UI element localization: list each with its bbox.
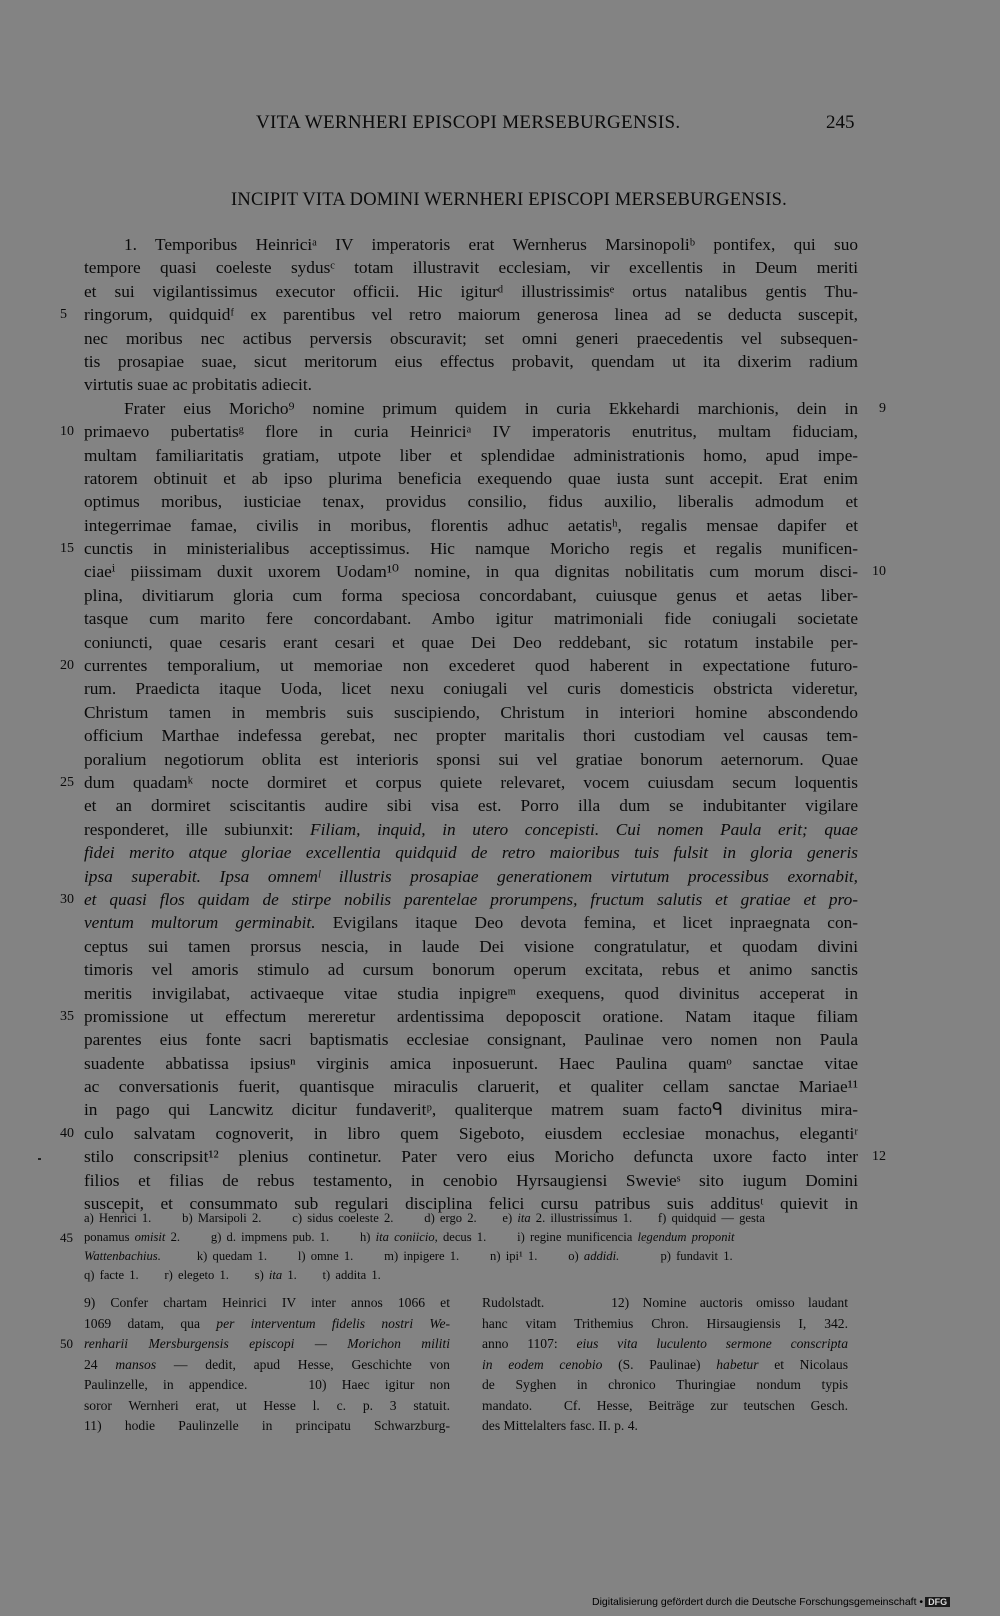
margin-reference: 9	[879, 400, 886, 416]
text-line-content: ipsa superabit. Ipsa omnemˡ illustris prosapiae generationem virtutum processibus exornabit,	[84, 866, 858, 886]
text-line	[84, 794, 858, 817]
line-number: 10	[60, 424, 74, 440]
text-line-content: tempore quasi coeleste sydusᶜ totam illustravit ecclesiam, vir excellentis in Deum meriti	[84, 258, 858, 278]
notes-right-column	[482, 1293, 848, 1437]
text-line	[84, 350, 858, 373]
line-number: 15	[60, 541, 74, 557]
margin-reference: 12	[872, 1149, 886, 1165]
text-line	[60, 888, 858, 911]
text-line-content: timoris vel amoris stimulo ad cursum bonorum operum excitata, rebus et animo sanctis	[84, 960, 858, 980]
text-line-content: optimus moribus, iusticiae tenax, providus consilio, fidus auxilio, liberalis admodum et	[84, 492, 858, 512]
note-line: des Mittelalters fasc. II. p. 4.	[482, 1418, 638, 1433]
line-number: 35	[60, 1008, 74, 1024]
line-number: 45	[60, 1230, 73, 1245]
stray-mark	[38, 1158, 41, 1160]
text-line	[84, 280, 858, 303]
text-line	[84, 1169, 858, 1192]
text-line	[84, 1052, 858, 1075]
text-line-content: ac conversationis fuerit, quantisque miraculis claruerit, et qualiter cellam sanctae Mariae¹¹	[84, 1077, 858, 1097]
text-line	[84, 841, 858, 864]
text-line	[84, 1098, 858, 1121]
text-line-content: stilo conscripsit¹² plenius continetur. Pater vero eius Moricho defuncta uxore facto inter	[84, 1147, 858, 1167]
text-line-content: primaevo pubertatisᵍ flore in curia Heinriciᵃ IV imperatoris enutritus, multam fiduciam,	[84, 422, 858, 442]
text-line-content: tasque cum marito fere concordabant. Ambo igitur matrimoniali fide coniugali societate	[84, 609, 858, 629]
text-line-content: currentes temporalium, ut memoriae non excederet quod haberent in expectatione futuro-	[84, 656, 858, 676]
text-line	[84, 1145, 886, 1168]
note-line: Rudolstadt. 12) Nomine auctoris omisso laudant	[482, 1295, 848, 1310]
note-line: hanc vitam Trithemius Chron. Hirsaugiensis I, 342.	[482, 1315, 848, 1331]
line-number: 20	[60, 658, 74, 674]
text-line-content: in pago qui Lancwitz dicitur fundaveritᵖ, qualiterque matrem suam factoᑫ divinitus mira-	[84, 1100, 858, 1120]
line-number: 25	[60, 774, 74, 790]
chapter-heading: INCIPIT VITA DOMINI WERNHERI EPISCOPI MERSEBURGENSIS.	[231, 190, 787, 210]
text-line-content: officium Marthae indefessa gerebat, nec propter maritalis thori custodiam vel causas tem-	[84, 726, 858, 746]
text-line-content: Christum tamen in membris suis suscipiendo, Christum in interiori homine abscondendo	[84, 702, 858, 722]
margin-reference: 10	[872, 564, 886, 580]
text-line-content: et sui vigilantissimus executor officii. Hic igiturᵈ illustrissimisᵉ ortus natalibus gentis Thu-	[84, 281, 858, 301]
note-line: in eodem cenobio (S. Paulinae) habetur et Nicolaus	[482, 1356, 848, 1372]
text-line	[84, 982, 858, 1005]
text-line-content: plina, divitiarum gloria cum forma speciosa concordabant, cuiusque genus et aetas liber-	[84, 585, 858, 605]
text-line-content: poralium negotiorum oblita est interioris sponsi sui vel gratiae bonorum aeternorum. Quae	[84, 749, 858, 769]
text-line	[84, 911, 858, 934]
text-line-content: tis prosapiae suae, sicut meritorum eius effectus probavit, quendam ut ita dixerim radium	[84, 351, 858, 371]
text-line	[60, 420, 858, 443]
line-number: 40	[60, 1125, 74, 1141]
note-line: 11) hodie Paulinzelle in principatu Schwarzburg-	[84, 1418, 450, 1433]
text-line	[84, 584, 858, 607]
text-line	[84, 935, 858, 958]
text-line-content: filios et filias de rebus testamento, in cenobio Hyrsaugiensi Swevieˢ sito iugum Domini	[84, 1170, 858, 1190]
text-line-content: fidei merito atque gloriae excellentia quidquid de retro maioribus tuis fulsit in gloria generis	[84, 843, 858, 863]
note-line: 9) Confer chartam Heinrici IV inter annos 1066 et	[84, 1295, 450, 1310]
text-line	[84, 373, 858, 396]
text-line-content: et an dormiret sciscitantis audire sibi visa est. Porro illa dum se indubitanter vigilare	[84, 796, 858, 816]
line-number: 30	[60, 891, 74, 907]
text-line-content: 1. Temporibus Heinriciᵃ IV imperatoris erat Wernherus Marsinopoliᵇ pontifex, qui suo	[124, 235, 858, 254]
text-line	[60, 303, 858, 326]
text-line	[84, 631, 858, 654]
text-line-content: ventum multorum germinabit. Evigilans itaque Deo devota femina, et licet inpraegnata con-	[84, 913, 859, 933]
text-line	[84, 701, 858, 724]
text-line	[60, 1122, 858, 1145]
text-line	[84, 818, 858, 841]
text-line	[84, 467, 858, 490]
text-line-content: responderet, ille subiunxit: Filiam, inquid, in utero concepisti. Cui nomen Paula erit; quae	[84, 819, 858, 839]
text-line-content: rum. Praedicta itaque Uoda, licet nexu coniugali vel curis domesticis obstricta videretur,	[84, 679, 858, 699]
footer-text: Digitalisierung gefördert durch die Deutsche Forschungsgemeinschaft •	[592, 1596, 924, 1608]
text-line	[84, 514, 858, 537]
text-line-content: dum quadamᵏ nocte dormiret et corpus quiete relevaret, vocem cuiusdam secum loquentis	[84, 772, 858, 792]
dfg-logo: DFG	[925, 1597, 950, 1607]
text-line-content: cunctis in ministerialibus acceptissimus. Hic namque Moricho regis et regalis munificen-	[84, 539, 858, 559]
text-line-content: virtutis suae ac probitatis adiecit.	[84, 375, 312, 395]
text-line	[84, 1075, 858, 1098]
text-line-content: parentes eius fonte sacri baptismatis ecclesiae consignant, Paulinae vero nomen non Paula	[84, 1030, 858, 1050]
text-line	[84, 256, 858, 279]
note-line: renharii Mersburgensis episcopi — Morichon militi 50	[84, 1334, 450, 1355]
running-head	[0, 112, 1000, 142]
text-line-content: Frater eius Moricho⁹ nomine primum quidem in curia Ekkehardi marchionis, dein in	[124, 398, 858, 418]
textual-note-line: ponamus omisit 2. g) d. impmens pub. 1. h) ita coniicio, decus 1. i) regine munificencia legendum proponit 45	[60, 1230, 735, 1245]
note-line: soror Wernheri erat, ut Hesse l. c. p. 3 statuit.	[84, 1397, 450, 1413]
text-line	[84, 724, 858, 747]
textual-notes	[60, 1209, 858, 1285]
text-line-content: suadente abbatissa ipsiusⁿ virginis amica inposuerunt. Haec Paulina quamᵒ sanctae vitae	[84, 1053, 858, 1073]
text-line-content: coniuncti, quae cesaris erant cesari et quae Dei Deo reddebant, sic rotatum instabile per-	[84, 632, 858, 652]
text-line-content: integerrimae famae, civilis in moribus, florentis adhuc aetatisʰ, regalis mensae dapifer et	[84, 515, 858, 535]
text-line-content: ceptus sui tamen prorsus nescia, in laude Dei visione congratulatur, et quodam divini	[84, 936, 858, 956]
note-line: mandato. Cf. Hesse, Beiträge zur teutschen Gesch.	[482, 1397, 848, 1413]
text-line-content: multam familiaritatis gratiam, utpote liber et splendidae administrationis homo, apud impe-	[84, 445, 858, 465]
text-line	[84, 748, 858, 771]
page-number: 245	[826, 112, 855, 133]
text-line-content: ciaeⁱ piissimam duxit uxorem Uodam¹⁰ nomine, in qua dignitas nobilitatis cum morum disci-	[84, 562, 858, 582]
text-line-content: et quasi flos quidam de stirpe nobilis parentelae prorumpens, fructum salutis et gratiae et pro-	[84, 889, 858, 909]
text-line-content: culo salvatam cognoverit, in libro quem Sigeboto, eiusdem ecclesiae monachus, elegantiʳ	[84, 1123, 858, 1143]
text-line	[60, 1005, 858, 1028]
textual-note-line: Wattenbachius. k) quedam 1. l) omne 1. m) inpigere 1. n) ipi¹ 1. o) addidi. p) fundavit 1.	[84, 1249, 733, 1263]
text-line	[60, 654, 858, 677]
text-line	[84, 233, 858, 256]
text-line-content: nec moribus nec actibus perversis obscuravit; set omni generi praecedentis vel subsequen-	[84, 328, 858, 348]
text-line	[84, 560, 886, 583]
text-line	[84, 490, 858, 513]
textual-note-line: a) Henrici 1. b) Marsipoli 2. c) sidus coeleste 2. d) ergo 2. e) ita 2. illustrissimus 1. f) quidquid — gesta	[84, 1211, 765, 1225]
text-line	[84, 1028, 858, 1051]
running-title: VITA WERNHERI EPISCOPI MERSEBURGENSIS.	[256, 112, 681, 133]
text-line	[84, 958, 858, 981]
main-text	[60, 233, 886, 1215]
text-line	[60, 537, 858, 560]
notes-left-column	[60, 1293, 451, 1437]
text-line	[84, 607, 858, 630]
text-line	[84, 327, 858, 350]
note-line: 1069 datam, qua per interventum fidelis nostri We-	[84, 1315, 451, 1331]
line-number: 5	[60, 307, 67, 323]
text-line	[84, 865, 858, 888]
text-line-content: ratorem obtinuit et ab ipso plurima beneficia exequendo quae iusta sunt accepit. Erat enim	[84, 468, 858, 488]
text-line-content: meritis invigilabat, activaeque vitae studia inpigreᵐ exequens, quod divinitus acceperat in	[84, 983, 858, 1003]
text-line-content: suscepit, et consummato sub regulari disciplina felici cursu patribus suis additusᵗ quievit in	[84, 1194, 858, 1214]
text-line	[84, 444, 858, 467]
text-line	[84, 397, 886, 420]
line-number: 50	[60, 1336, 73, 1351]
note-line: de Syghen in chronico Thuringiae nondum typis	[482, 1377, 848, 1392]
text-line-content: promissione ut effectum mereretur ardentissima depoposcit oratione. Natam itaque filiam	[84, 1006, 858, 1026]
funding-footer	[592, 1596, 950, 1608]
note-line: anno 1107: eius vita luculento sermone conscripta	[482, 1336, 848, 1351]
text-line	[84, 677, 858, 700]
textual-note-line: q) facte 1. r) elegeto 1. s) ita 1. t) addita 1.	[84, 1268, 381, 1282]
text-line-content: ringorum, quidquidᶠ ex parentibus vel retro maiorum generosa linea ad se deducta suscepit,	[84, 305, 858, 325]
text-line	[60, 771, 858, 794]
note-line: 24 mansos — dedit, apud Hesse, Geschichte von	[84, 1356, 450, 1372]
note-line: Paulinzelle, in appendice. 10) Haec igitur non	[84, 1377, 450, 1392]
